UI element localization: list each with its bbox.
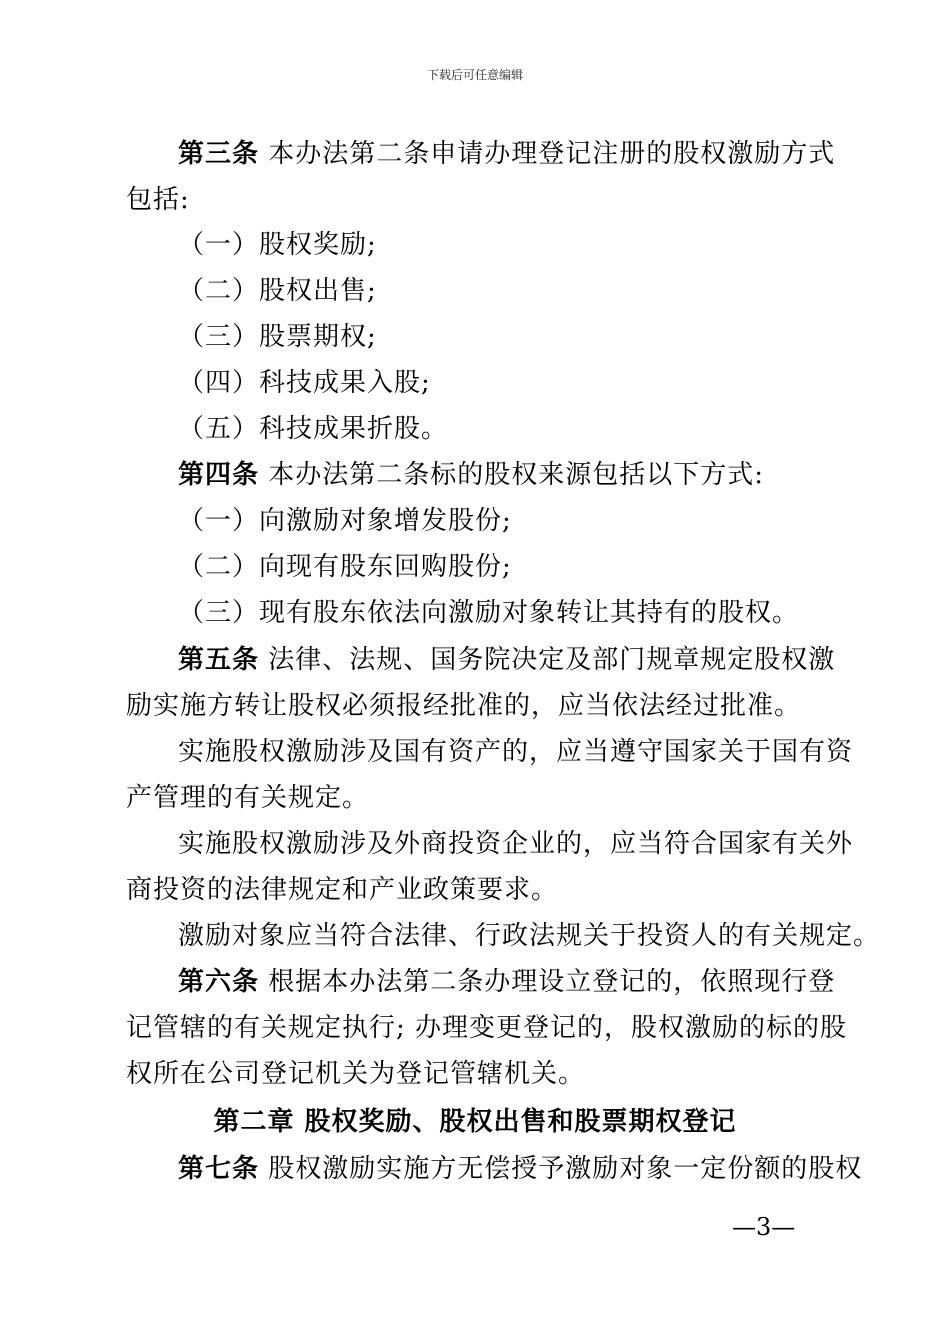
article-3-heading: 第三条	[178, 139, 260, 169]
page-number: —3—	[732, 1213, 796, 1241]
article-5-text-1: 法律、法规、国务院决定及部门规章规定股权激	[259, 645, 836, 675]
article-6-line-1	[178, 964, 835, 1000]
list-item: （一）向激励对象增发股份;	[178, 506, 512, 536]
article-7-line-1	[178, 1151, 862, 1187]
article-5-line-2: 励实施方转让股权必须报经批准的，应当依法经过批准。	[126, 691, 802, 721]
article-6-text-1: 根据本办法第二条办理设立登记的，依照现行登	[259, 967, 836, 997]
list-item: （三）股票期权;	[178, 322, 377, 352]
article-4-text-1: 本办法第二条标的股权来源包括以下方式:	[259, 460, 765, 490]
article-6-line-2: 记管辖的有关规定执行; 办理变更登记的，股权激励的标的股	[126, 1013, 848, 1043]
article-3-line-2: 包括:	[126, 185, 190, 215]
article-6-heading: 第六条	[178, 967, 260, 997]
article-4-heading: 第四条	[178, 460, 260, 490]
list-item: （四）科技成果入股;	[178, 368, 431, 398]
paragraph-line: 实施股权激励涉及国有资产的，应当遵守国家关于国有资	[178, 737, 854, 767]
article-6-line-3: 权所在公司登记机关为登记管辖机关。	[126, 1059, 586, 1089]
article-5-line-1	[178, 642, 835, 678]
list-item: （三）现有股东依法向激励对象转让其持有的股权。	[178, 598, 800, 628]
list-item: （二）向现有股东回购股份;	[178, 552, 512, 582]
article-3-text-1: 本办法第二条申请办理登记注册的股权激励方式	[259, 139, 836, 169]
article-3-line-1	[178, 136, 835, 172]
paragraph-line: 激励对象应当符合法律、行政法规关于投资人的有关规定。	[178, 921, 881, 951]
article-7-text-1: 股权激励实施方无偿授予激励对象一定份额的股权	[259, 1154, 863, 1184]
chapter-title: 第二章 股权奖励、股权出售和股票期权登记	[213, 1107, 737, 1137]
article-5-heading: 第五条	[178, 645, 260, 675]
article-4-line-1	[178, 457, 764, 493]
page-header: 下载后可任意编辑	[426, 68, 523, 82]
list-item: （一）股权奖励;	[178, 230, 377, 260]
list-item: （二）股权出售;	[178, 276, 377, 306]
paragraph-line: 实施股权激励涉及外商投资企业的，应当符合国家有关外	[178, 829, 854, 859]
list-item: （五）科技成果折股。	[178, 414, 449, 444]
article-7-heading: 第七条	[178, 1154, 260, 1184]
paragraph-line: 产管理的有关规定。	[126, 783, 370, 813]
paragraph-line: 商投资的法律规定和产业政策要求。	[126, 875, 559, 905]
